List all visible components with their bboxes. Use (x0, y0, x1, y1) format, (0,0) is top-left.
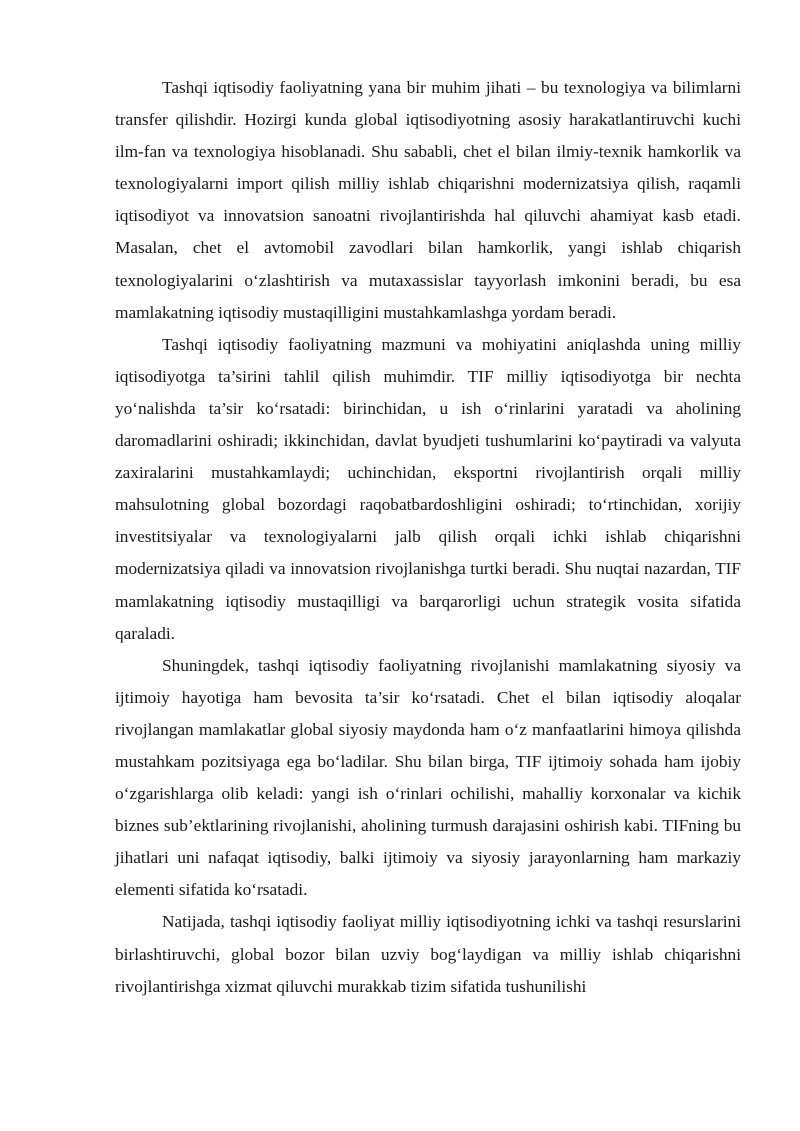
paragraph-conclusion: Natijada, tashqi iqtisodiy faoliyat milliy iqtisodiyotning ichki va tashqi resurslarini birlashtiruvchi, global bozor bilan uzviy bog‘laydigan va milliy ishlab chiqarishni rivojlantirishga xizmat qiluvchi murakkab tizim sifatida tushunilishi (115, 912, 741, 996)
paragraph-social-political-impact: Shuningdek, tashqi iqtisodiy faoliyatning rivojlanishi mamlakatning siyosiy va ijtimoiy hayotiga ham bevosita ta’sir ko‘rsatadi. Chet el bilan iqtisodiy aloqalar rivojlangan mamlakatlar global siyosiy maydonda ham o‘z manfaatlarini himoya qilishda mustahkam pozitsiyaga ega bo‘ladilar. Shu bilan birga, TIF ijtimoiy sohada ham ijobiy o‘zgarishlarga olib keladi: yangi ish o‘rinlari ochilishi, mahalliy korxonalar va kichik biznes sub’ektlarining rivojlanishi, aholining turmush darajasini oshirish kabi. TIFning bu jihatlari uni nafaqat iqtisodiy, balki ijtimoiy va siyosiy jarayonlarning ham markaziy elementi sifatida ko‘rsatadi. (115, 655, 741, 900)
paragraph-national-economy-impact: Tashqi iqtisodiy faoliyatning mazmuni va mohiyatini aniqlashda uning milliy iqtisodiyotga ta’sirini tahlil qilish muhimdir. TIF milliy iqtisodiyotga bir nechta yo‘nalishda ta’sir ko‘rsatadi: birinchidan, u ish o‘rinlarini yaratadi va aholining daromadlarini oshiradi; ikkinchidan, davlat byudjeti tushumlarini ko‘paytiradi va valyuta zaxiralarini mustahkamlaydi; uchinchidan, eksportni rivojlantirish orqali milliy mahsulotning global bozordagi raqobatbardoshligini oshiradi; to‘rtinchidan, xorijiy investitsiyalar va texnologiyalarni jalb qilish orqali ichki ishlab chiqarishni modernizatsiya qiladi va innovatsion rivojlanishga turtki beradi. Shu nuqtai nazardan, TIF mamlakatning iqtisodiy mustaqilligi va barqarorligi uchun strategik vosita sifatida qaraladi. (115, 334, 741, 643)
document-body (115, 72, 741, 1003)
paragraph-technology-transfer: Tashqi iqtisodiy faoliyatning yana bir muhim jihati – bu texnologiya va bilimlarni transfer qilishdir. Hozirgi kunda global iqtisodiyotning asosiy harakatlantiruvchi kuchi ilm-fan va texnologiya hisoblanadi. Shu sababli, chet el bilan ilmiy-texnik hamkorlik va texnologiyalarni import qilish milliy ishlab chiqarishni modernizatsiya qilish, raqamli iqtisodiyot va innovatsion sanoatni rivojlantirishda hal qiluvchi ahamiyat kasb etadi. Masalan, chet el avtomobil zavodlari bilan hamkorlik, yangi ishlab chiqarish texnologiyalarini o‘zlashtirish va mutaxassislar tayyorlash imkonini beradi, bu esa mamlakatning iqtisodiy mustaqilligini mustahkamlashga yordam beradi. (115, 78, 741, 322)
